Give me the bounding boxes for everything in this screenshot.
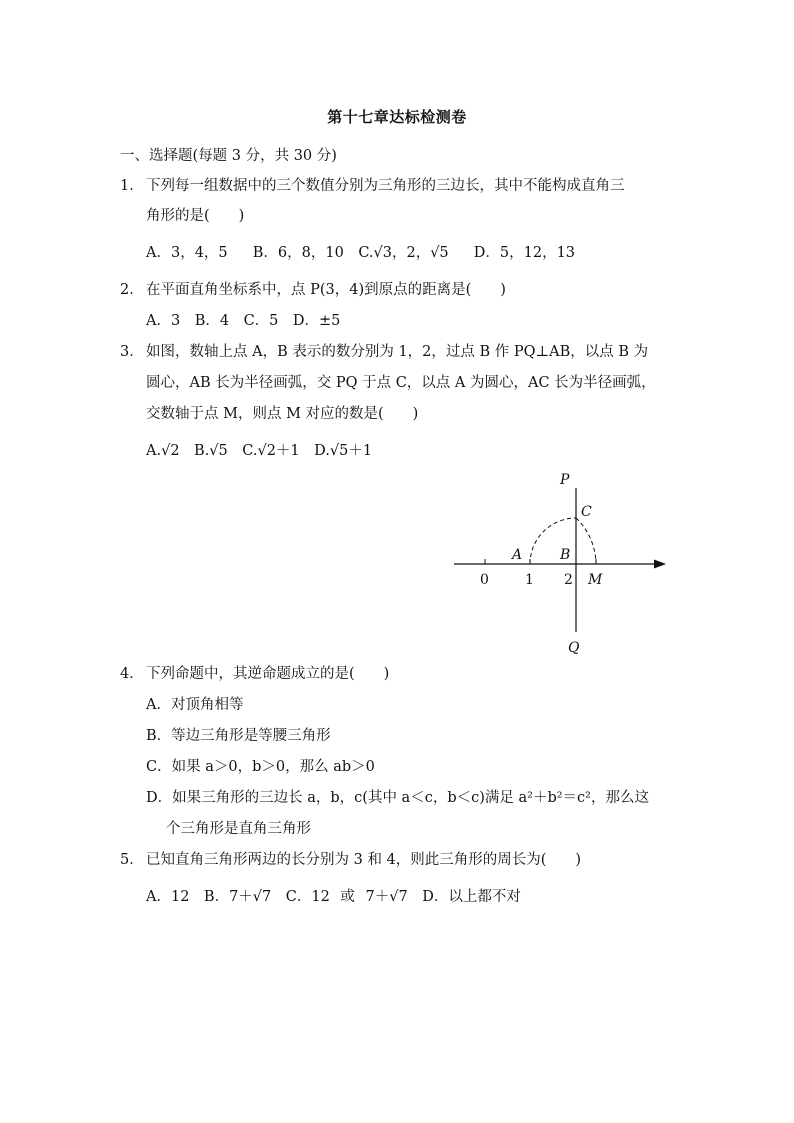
q4-option-d-line2: 个三角形是直角三角形 (166, 821, 311, 837)
q4-option-b: B．等边三角形是等腰三角形 (146, 728, 331, 744)
tick-label-0: 0 (480, 572, 489, 588)
q3-options: A.√2 B.√5 C.√2＋1 D.√5＋1 (146, 443, 373, 459)
label-a: A (512, 547, 523, 563)
q5-stem-line1: 已知直角三角形两边的长分别为 3 和 4，则此三角形的周长为( ) (146, 852, 582, 868)
section-heading: 一、选择题(每题 3 分，共 30 分) (120, 148, 337, 164)
q2-options: A．3 B．4 C．5 D．±5 (146, 313, 341, 329)
q1-stem-line1: 下列每一组数据中的三个数值分别为三角形的三边长，其中不能构成直角三 (146, 178, 625, 194)
q3-stem-line3: 交数轴于点 M，则点 M 对应的数是( ) (146, 406, 419, 422)
q3-stem-line1: 如图，数轴上点 A，B 表示的数分别为 1，2，过点 B 作 PQ⊥AB，以点 B 为 (146, 344, 649, 360)
q1-options: A．3，4，5 B．6，8，10 C.√3，2，√5 D．5，12，13 (146, 245, 576, 261)
q2-number: 2． (120, 282, 144, 298)
q4-option-a: A．对顶角相等 (146, 697, 244, 713)
label-b: B (560, 547, 571, 563)
number-line-diagram (448, 466, 674, 662)
q1-number: 1． (120, 178, 144, 194)
tick-label-2: 2 (564, 572, 573, 588)
q1-stem-line2: 角形的是( ) (146, 208, 245, 224)
label-m: M (588, 572, 603, 588)
page-title: 第十七章达标检测卷 (327, 108, 467, 126)
q4-number: 4． (120, 666, 144, 682)
q2-stem-line1: 在平面直角坐标系中，点 P(3，4)到原点的距离是( ) (146, 282, 506, 298)
axis-arrowhead (654, 560, 666, 569)
q3-stem-line2: 圆心，AB 长为半径画弧，交 PQ 于点 C，以点 A 为圆心，AC 长为半径画弧， (146, 375, 656, 391)
arc-a-center (576, 518, 596, 564)
q4-stem-line1: 下列命题中，其逆命题成立的是( ) (146, 666, 390, 682)
label-c: C (581, 504, 592, 520)
tick-label-1: 1 (525, 572, 534, 588)
q5-number: 5． (120, 852, 144, 868)
q5-options: A．12 B．7＋√7 C．12 或 7＋√7 D．以上都不对 (146, 889, 521, 905)
q3-number: 3． (120, 344, 144, 360)
label-q: Q (568, 640, 580, 656)
label-p: P (560, 472, 570, 488)
q4-option-d-line1: D．如果三角形的三边长 a，b，c(其中 a＜c，b＜c)满足 a²＋b²＝c²，那么这 (146, 790, 649, 806)
q4-option-c: C．如果 a＞0，b＞0，那么 ab＞0 (146, 759, 375, 775)
